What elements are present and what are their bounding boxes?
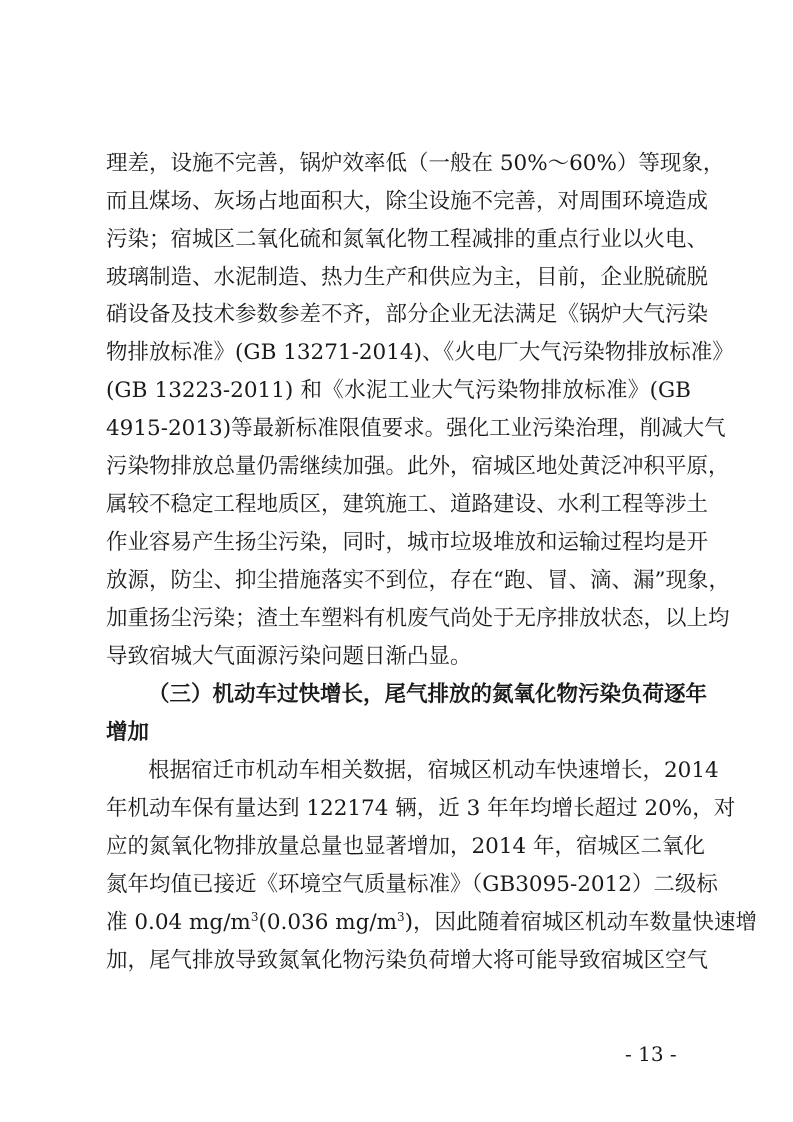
text-line: 放源，防尘、抑尘措施落实不到位，存在“跑、冒、滴、漏”现象，: [106, 568, 730, 593]
text-line: 4915-2013)等最新标准限值要求。强化工业污染治理，削减大气: [106, 416, 726, 441]
text-line: 硝设备及技术参数参差不齐，部分企业无法满足《锅炉大气污染: [106, 302, 709, 327]
text-line: 而且煤场、灰场占地面积大，除尘设施不完善，对周围环境造成: [106, 189, 709, 214]
superscript: 3: [397, 909, 405, 924]
text-line: 应的氮氧化物排放量总量也显著增加，2014 年，宿城区二氧化: [106, 834, 706, 859]
text-line: 年机动车保有量达到 122174 辆，近 3 年年均增长超过 20%，对: [106, 796, 736, 821]
text-line: 污染；宿城区二氧化硫和氮氧化物工程减排的重点行业以火电、: [106, 227, 709, 252]
superscript: 3: [250, 909, 259, 924]
text-line: 属较不稳定工程地质区，建筑施工、道路建设、水利工程等涉土: [106, 492, 709, 517]
section-heading-continued: 增加: [106, 720, 150, 745]
text-line: 氮年均值已接近《环境空气质量标准》（GB3095-2012）二级标: [106, 872, 718, 897]
text-segment: 准 0.04 mg/m: [106, 910, 251, 935]
text-line: 根据宿迁市机动车相关数据，宿城区机动车快速增长，2014: [148, 758, 719, 783]
section-heading: （三）机动车过快增长，尾气排放的氮氧化物污染负荷逐年: [148, 682, 708, 707]
text-segment: (0.036 mg/m: [258, 910, 398, 935]
text-line: 理差，设施不完善，锅炉效率低（一般在 50%～60%）等现象，: [106, 151, 725, 176]
text-line: 物排放标准》(GB 13271-2014)、《火电厂大气污染物排放标准》: [106, 340, 734, 365]
page-number: - 13 -: [625, 1042, 677, 1066]
text-line: (GB 13223-2011) 和《水泥工业大气污染物排放标准》(GB: [106, 378, 691, 403]
text-line: 玻璃制造、水泥制造、热力生产和供应为主，目前，企业脱硫脱: [106, 265, 709, 290]
text-segment: )，因此随着宿城区机动车数量快速增: [404, 910, 758, 935]
text-line: 作业容易产生扬尘污染，同时，城市垃圾堆放和运输过程均是开: [106, 530, 709, 555]
text-line: 加重扬尘污染；渣土车塑料有机废气尚处于无序排放状态，以上均: [106, 606, 730, 631]
text-line-with-units: [106, 907, 758, 939]
text-line: 加，尾气排放导致氮氧化物污染负荷增大将可能导致宿城区空气: [106, 948, 709, 973]
text-line: 导致宿城大气面源污染问题日渐凸显。: [106, 644, 472, 669]
text-line: 污染物排放总量仍需继续加强。此外，宿城区地处黄泛冲积平原，: [106, 454, 730, 479]
